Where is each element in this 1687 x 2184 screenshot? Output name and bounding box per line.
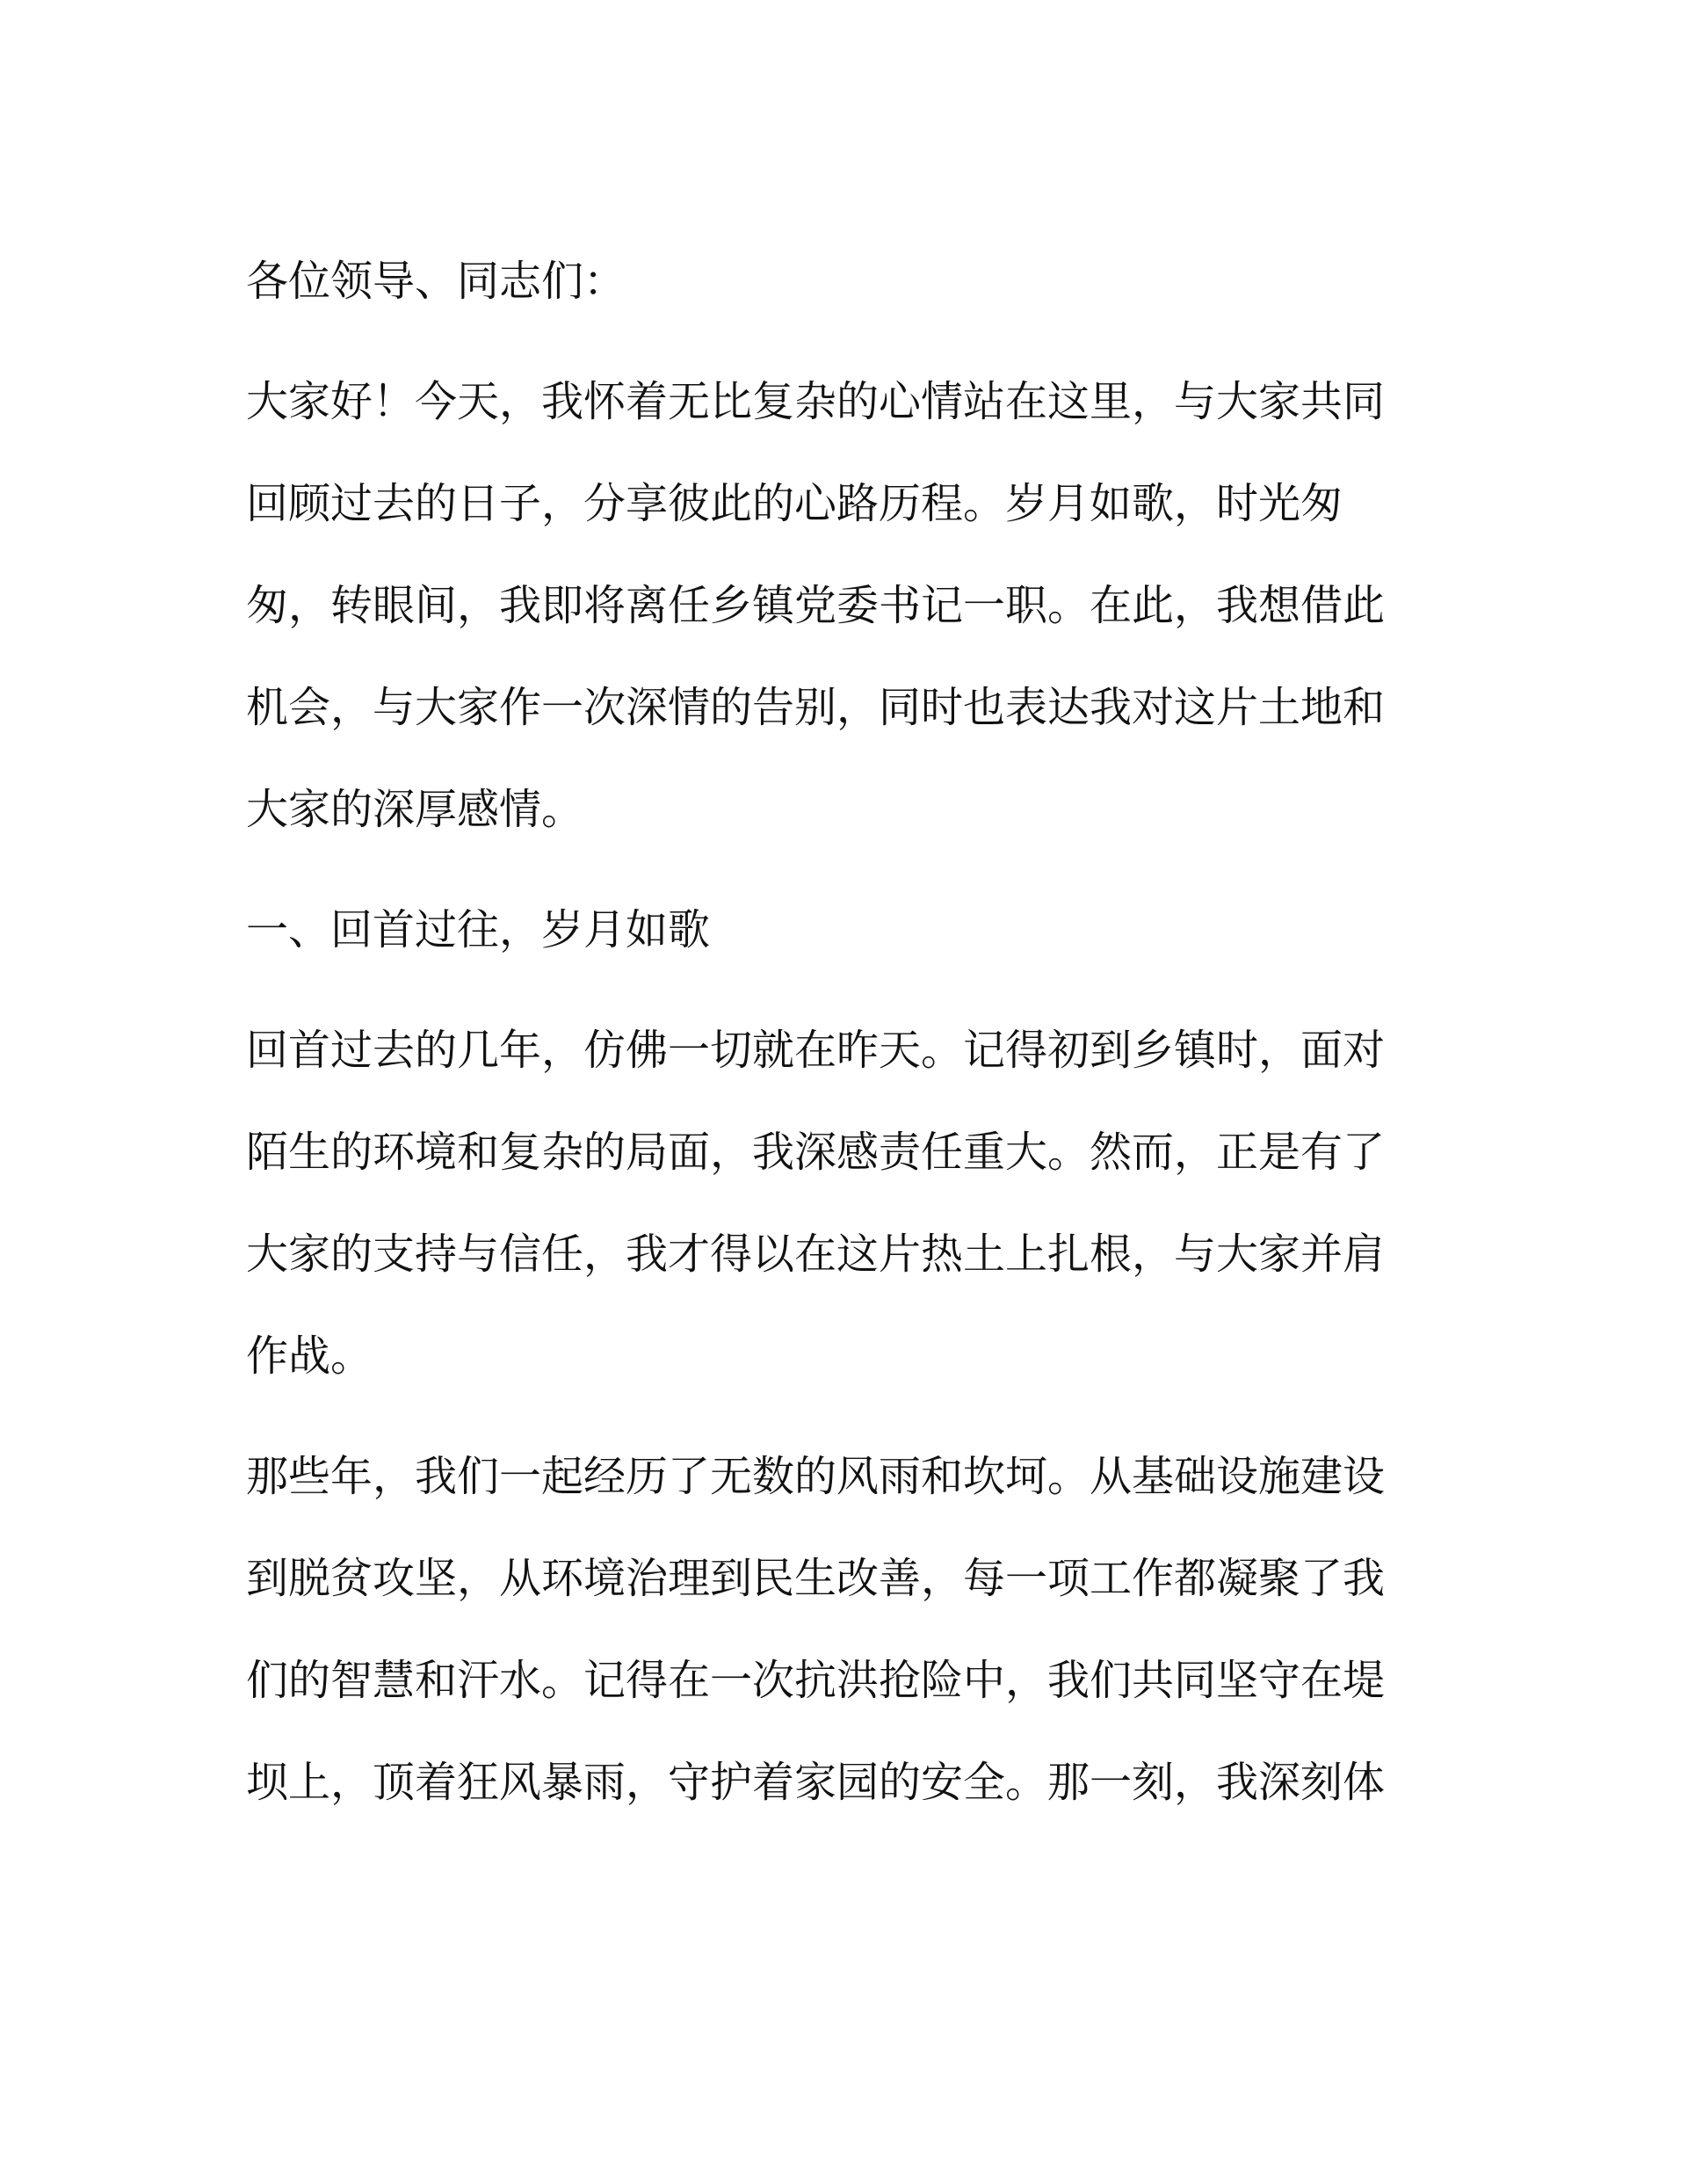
paragraph-line: 作战。 bbox=[246, 1331, 373, 1381]
paragraph-line: 回顾过去的日子，分享彼此的心路历程。岁月如歌，时光匆 bbox=[246, 479, 1343, 528]
section-heading: 一、回首过往，岁月如歌 bbox=[246, 905, 711, 954]
document-body bbox=[246, 230, 1443, 1833]
paragraph-line: 到脱贫攻坚，从环境治理到民生改善，每一项工作都凝聚了我 bbox=[246, 1554, 1386, 1603]
salutation bbox=[246, 230, 1443, 332]
paragraph-line: 陌生的环境和复杂的局面，我深感责任重大。然而，正是有了 bbox=[246, 1128, 1386, 1177]
paragraph-3 bbox=[246, 1426, 1443, 1833]
paragraph-gap bbox=[246, 332, 1443, 351]
paragraph-1 bbox=[246, 351, 1443, 860]
paragraph-line: 们的智慧和汗水。记得在一次抗洪抢险中，我们共同坚守在堤 bbox=[246, 1656, 1386, 1705]
paragraph-line: 大家的深厚感情。 bbox=[246, 785, 584, 834]
paragraph-line: 大家好！今天，我怀着无比复杂的心情站在这里，与大家共同 bbox=[246, 377, 1386, 426]
paragraph-gap bbox=[246, 981, 1443, 999]
paragraph-2 bbox=[246, 999, 1443, 1407]
paragraph-line: 坝上，顶着狂风暴雨，守护着家园的安全。那一刻，我深刻体 bbox=[246, 1758, 1386, 1807]
salutation-line: 各位领导、同志们： bbox=[246, 257, 626, 306]
paragraph-line: 匆，转眼间，我即将离任乡镇党委书记一职。在此，我想借此 bbox=[246, 581, 1386, 630]
section-heading-1 bbox=[246, 879, 1443, 981]
paragraph-line: 回首过去的几年，仿佛一切就在昨天。记得初到乡镇时，面对 bbox=[246, 1026, 1386, 1075]
paragraph-line: 那些年，我们一起经历了无数的风雨和坎坷。从基础设施建设 bbox=[246, 1452, 1386, 1501]
paragraph-line: 机会，与大家作一次深情的告别，同时也表达我对这片土地和 bbox=[246, 683, 1386, 732]
paragraph-gap bbox=[246, 860, 1443, 879]
paragraph-gap bbox=[246, 1407, 1443, 1426]
paragraph-line: 大家的支持与信任，我才得以在这片热土上扎根，与大家并肩 bbox=[246, 1230, 1386, 1279]
